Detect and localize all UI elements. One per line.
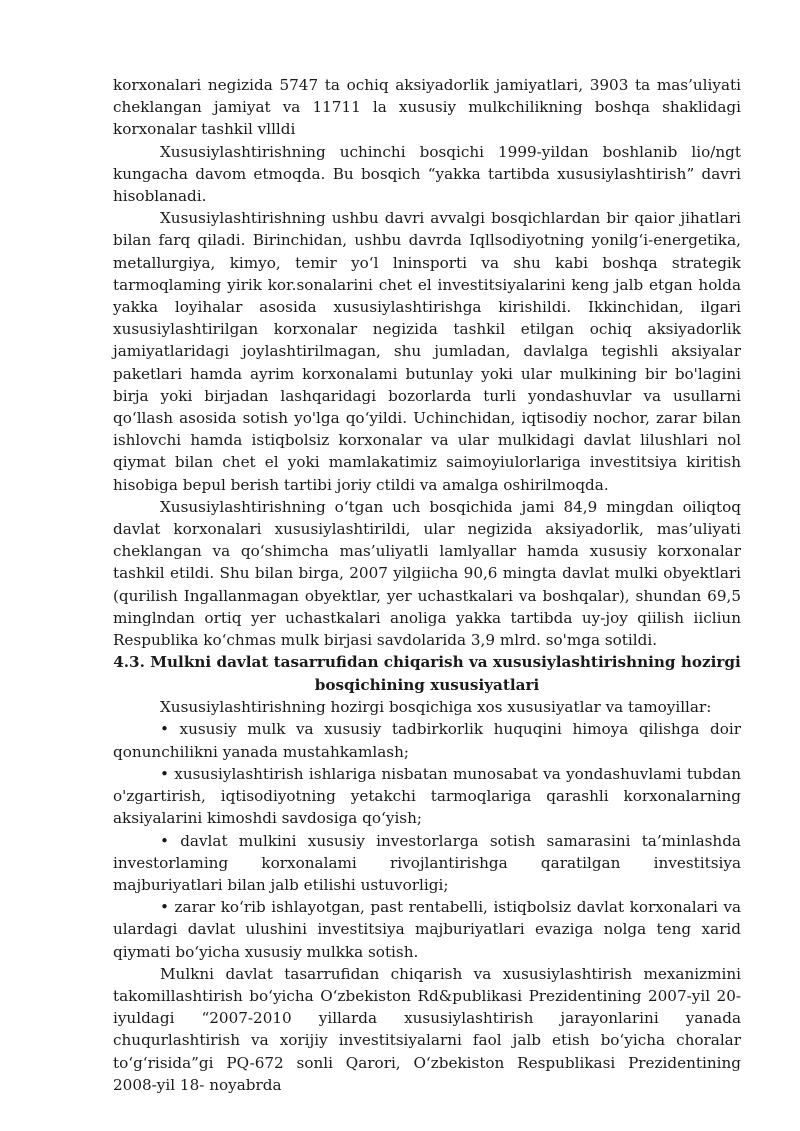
bullet-item-2: • xususiylashtirish ishlariga nisbatan munosabat va yondashuvlami tubdan o'zgartirish, iqtisodiyotning yetakchi tarmoqlariga qarashli korxonalarning aksiyalarini kimoshdi savdosiga qo‘yish; (113, 764, 741, 828)
paragraph-3: Xususiylashtirishning ushbu davri avvalgi bosqichlardan bir qaior jihatlari bilan farq qiladi. Birinchidan, ushbu davrda Iqllsodiyotning yonilg‘i-energetika, metallurgiya, kimyo, temir yo‘l lninsporti va shu kabi boshqa strategik tarmoqlaming yirik kor.sonalarini chet el investitsiyalarini keng jalb etgan holda yakka loyihalar asosida xususiylashtirishga kirishildi. Ikkinchidan, ilgari xususiylashtirilgan korxonalar negizida tashkil etilgan ochiq aksiyadorlik jamiyatlaridagi joylashtirilmagan, shu jumladan, davlalga tegishli aksiyalar paketlari hamda ayrim korxonalami butunlay yoki ular mulkining bir bo'lagini birja yoki birjadan lashqaridagi bozorlarda turli yondashuvlar va usullarni qo‘llash asosida sotish yo'lga qo‘yildi. Uchinchidan, iqtisodiy nochor, zarar bilan ishlovchi hamda istiqbolsiz korxonalar va ular mulkidagi davlat lilushlari nol qiymat bilan chet el yoki mamlakatimiz saimoyiulorlariga investitsiya kiritish hisobiga bepul berish tartibi joriy ctildi va amalga oshirilmoqda. (113, 209, 741, 494)
paragraph-1: korxonalari negizida 5747 ta ochiq aksiyadorlik jamiyatlari, 3903 ta mas’uliyati cheklangan jamiyat va 11711 la xususiy mulkchilikning boshqa shaklidagi korxonalar tashkil vllldi (113, 76, 741, 139)
paragraph-5: Xususiylashtirishning hozirgi bosqichiga xos xususiyatlar va tamoyillar: (160, 698, 712, 717)
bullet-item-3: • davlat mulkini xususiy investorlarga sotish samarasini ta’minlashda investorlaming korxonalami rivojlantirishga qaratilgan investitsiya majburiyatlari bilan jalb etilishi ustuvorligi; (113, 831, 741, 894)
paragraph-4: Xususiylashtirishning o‘tgan uch bosqichida jami 84,9 mingdan oiliqtoq davlat korxonalari xususiylashtirildi, ular negizida aksiyadorlik, mas’uliyati cheklangan va qo‘shimcha mas’uliyatli lamlyallar hamda xususiy korxonalar tashkil etildi. Shu bilan birga, 2007 yilgiicha 90,6 mingta davlat mulki obyektlari (qurilish Ingallanmagan obyektlar, yer uchastkalari va boshqalar), shundan 69,5 minglndan ortiq yer uchastkalari anoliga yakka tartibda uy-joy qiilish iicliun Respublika ko‘chmas mulk birjasi savdolarida 3,9 mlrd. so'mga sotildi. (113, 497, 741, 650)
bullet-item-1: • xususiy mulk va xususiy tadbirkorlik huquqini himoya qilishga doir qonunchilikni yanada mustahkamlash; (113, 720, 741, 761)
paragraph-2: Xususiylashtirishning uchinchi bosqichi 1999-yildan boshlanib lio/ngt kungacha davom etmoqda. Bu bosqich “yakka tartibda xususiylashtirish” davri hisoblanadi. (113, 142, 741, 206)
section-heading (113, 651, 741, 696)
bullet-item-4: • zarar ko‘rib ishlayotgan, past rentabelli, istiqbolsiz davlat korxonalari va ulardagi davlat ulushini investitsiya majburiyatlari evaziga nolga teng xarid qiymati bo‘yicha xususiy mulkka sotish. (113, 898, 741, 961)
document-page (113, 74, 741, 1096)
section-heading-line-1: 4.3. Mulkni davlat tasarrufidan chiqarish va xususiylashtirishning hozirgi (113, 653, 741, 672)
paragraph-6: Mulkni davlat tasarrufidan chiqarish va xususiylashtirish mexanizmini takomillashtirish bo‘yicha O‘zbekiston Rd&publikasi Prezidentining 2007-yil 20-iyuldagi “2007-2010 yillarda xususiylashtirish jarayonlarini yanada chuqurlashtirish va xorijiy investitsiyalarni faol jalb etish bo‘yicha choralar to‘g‘risida”gi PQ-672 sonli Qarori, O‘zbekiston Respublikasi Prezidentining 2008-yil 18- noyabrda (113, 964, 741, 1094)
section-heading-line-2: bosqichining xususiyatlari (314, 675, 540, 694)
